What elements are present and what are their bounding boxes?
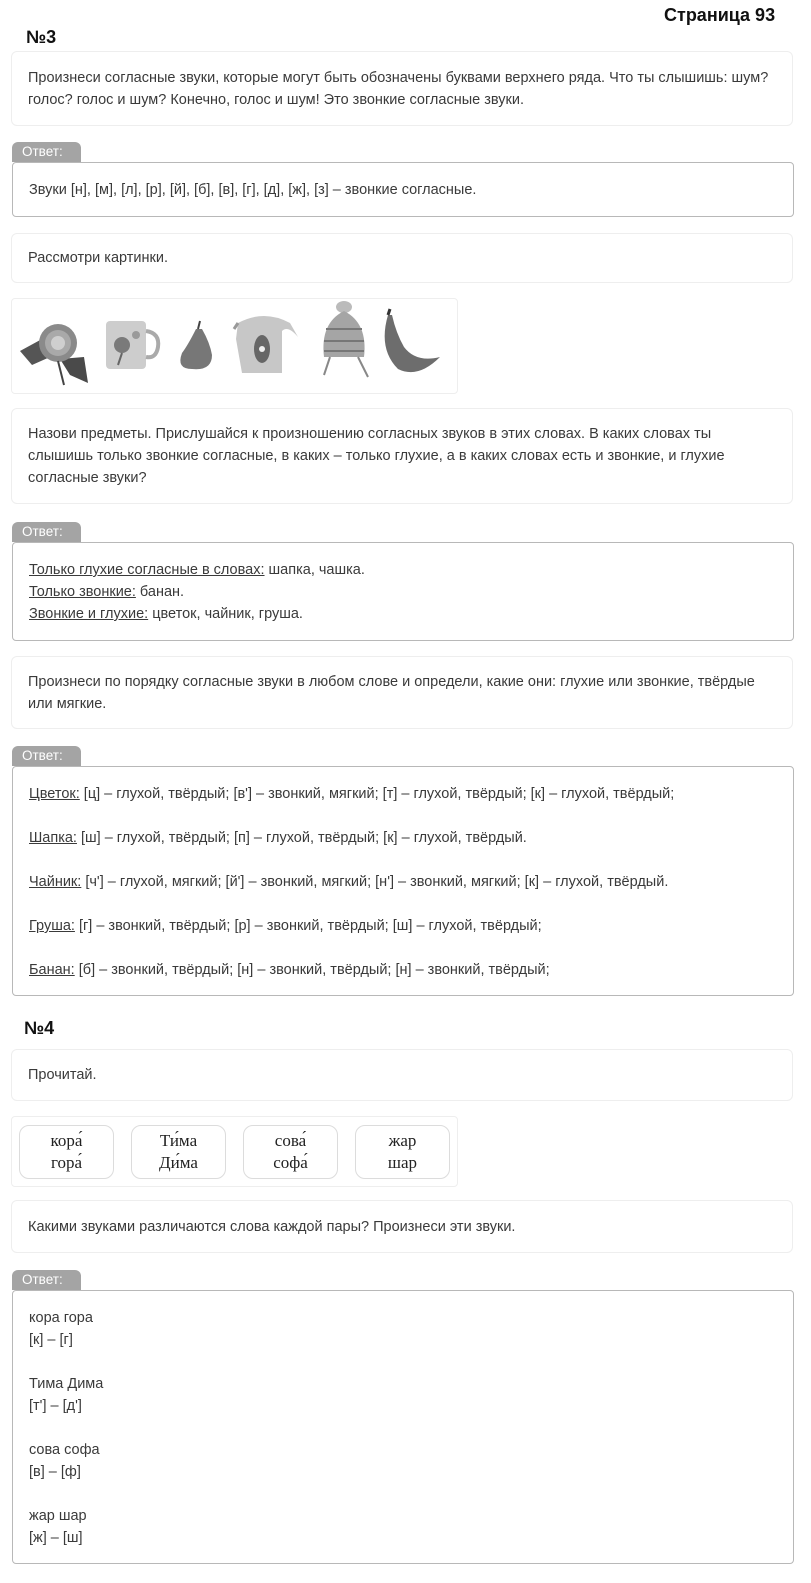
task4-answer <box>12 1290 794 1564</box>
word-top: сова́ <box>274 1131 307 1150</box>
answer-line-label: Только звонкие: <box>29 584 136 600</box>
answer-tab-4: Ответ: <box>12 1270 81 1290</box>
task-number-3: №3 <box>26 27 57 47</box>
question-text: Произнеси по порядку согласные звуки в любом слове и определи, какие они: глухие или звонкие, твёрдые или мягкие. <box>28 673 755 712</box>
question-text: Прочитай. <box>28 1067 97 1083</box>
answer-line-label: Шапка: <box>29 830 77 846</box>
answer-line-label: Только глухие согласные в словах: <box>29 562 265 578</box>
picture-strip <box>11 298 458 394</box>
word-bottom: Ди́ма <box>159 1153 198 1172</box>
answer-line-text: [б] – звонкий, твёрдый; [н] – звонкий, твёрдый; [н] – звонкий, твёрдый; <box>74 962 550 978</box>
question-text: Назови предметы. Прислушайся к произношению согласных звуков в этих словах. В каких словах ты слышишь только звонкие согласные, в каких – только глухие, а в каких словах есть и звонкие, и глухие согласные звуки? <box>28 426 725 486</box>
task3-answer-3 <box>12 542 794 641</box>
answer-line <box>29 959 777 981</box>
task3-answer-4 <box>12 766 794 996</box>
answer-line-label: Чайник: <box>29 874 82 890</box>
task3-question-1 <box>11 51 793 126</box>
pictures-svg <box>12 299 459 395</box>
answer-sounds: [т'] – [д'] <box>29 1398 82 1414</box>
word-bottom: софа́ <box>273 1153 308 1172</box>
page-number: Страница 93 <box>664 5 776 25</box>
word-card <box>131 1125 226 1179</box>
answer-line-label: Звонкие и глухие: <box>29 606 149 622</box>
answer-text: Звуки [н], [м], [л], [р], [й], [б], [в], [г], [д], [ж], [з] – звонкие согласные. <box>29 182 477 198</box>
answer-line <box>29 783 777 805</box>
answer-words: кора гора <box>29 1310 93 1326</box>
word-bottom: шар <box>387 1153 418 1172</box>
answer-tab-3: Ответ: <box>12 746 81 766</box>
answer-line-label: Банан: <box>29 962 75 978</box>
word-bottom: гора́ <box>50 1153 83 1172</box>
answer-line-text: [ч'] – глухой, мягкий; [й'] – звонкий, мягкий; [н'] – звонкий, мягкий; [к] – глухой, твёрдый. <box>81 874 669 890</box>
answer-line-text: [ш] – глухой, твёрдый; [п] – глухой, твёрдый; [к] – глухой, твёрдый. <box>76 830 527 846</box>
answer-line-label: Цветок: <box>29 786 80 802</box>
knit-hat-icon <box>323 301 368 377</box>
task3-answer-1 <box>12 162 794 217</box>
word-card <box>355 1125 450 1179</box>
answer-line-text: [г] – звонкий, твёрдый; [р] – звонкий, твёрдый; [ш] – глухой, твёрдый; <box>74 918 542 934</box>
answer-line <box>29 915 777 937</box>
answer-line-text: цветок, чайник, груша. <box>148 606 303 622</box>
answer-words: Тима Дима <box>29 1376 104 1392</box>
answer-sounds: [в] – [ф] <box>29 1464 81 1480</box>
answer-sounds: [ж] – [ш] <box>29 1530 83 1546</box>
task4-question-2 <box>11 1200 793 1253</box>
answer-words: жар шар <box>29 1508 87 1524</box>
answer-line <box>29 871 777 893</box>
answer-sounds: [к] – [г] <box>29 1332 73 1348</box>
question-text: Рассмотри картинки. <box>28 250 168 266</box>
cup-icon <box>106 321 158 369</box>
answer-line <box>29 603 777 625</box>
answer-line-label: Груша: <box>29 918 75 934</box>
rose-flower-icon <box>20 324 88 385</box>
answer-line <box>29 581 777 603</box>
word-cards <box>11 1116 458 1187</box>
answer-line-text: банан. <box>135 584 185 600</box>
word-top: жар <box>388 1131 417 1150</box>
banana-icon <box>385 309 440 372</box>
word-card <box>19 1125 114 1179</box>
answer-tab-1: Ответ: <box>12 142 81 162</box>
answer-line <box>29 559 777 581</box>
answer-words: сова софа <box>29 1442 100 1458</box>
task3-question-4 <box>11 656 793 729</box>
pear-icon <box>180 321 212 369</box>
word-top: Ти́ма <box>159 1131 198 1150</box>
question-text: Произнеси согласные звуки, которые могут быть обозначены буквами верхнего ряда. Что ты слышишь: шум? голос? голос и шум? Конечно, голос и шум! Это звонкие согласные звуки. <box>28 69 769 108</box>
kettle-icon <box>234 316 298 373</box>
word-top: кора́ <box>50 1131 83 1150</box>
answer-line <box>29 827 777 849</box>
task3-question-3 <box>11 408 793 504</box>
task4-question-1 <box>11 1049 793 1101</box>
answer-line-text: шапка, чашка. <box>264 562 365 578</box>
word-card <box>243 1125 338 1179</box>
answer-tab-2: Ответ: <box>12 522 81 542</box>
task3-question-2 <box>11 233 793 283</box>
question-text: Какими звуками различаются слова каждой пары? Произнеси эти звуки. <box>28 1218 516 1235</box>
answer-line-text: [ц] – глухой, твёрдый; [в'] – звонкий, мягкий; [т] – глухой, твёрдый; [к] – глухой, твёрдый; <box>79 786 675 802</box>
task-number-4: №4 <box>24 1018 55 1038</box>
